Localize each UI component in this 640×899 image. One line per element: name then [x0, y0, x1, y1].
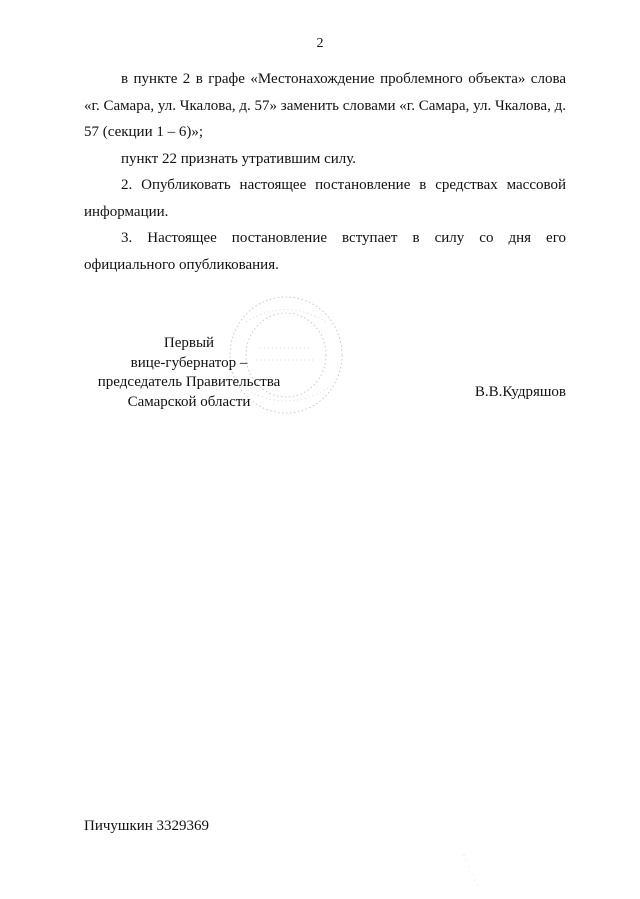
signatory-title-line: председатель Правительства — [97, 374, 281, 390]
scan-speck-icon — [460, 852, 484, 888]
signatory-title-line: вице-губернатор – — [130, 354, 248, 371]
executor-contact: Пичушкин 3329369 — [84, 818, 210, 834]
signatory-title-line: Первый — [163, 335, 215, 351]
document-body — [84, 66, 566, 278]
signatory-title — [84, 334, 294, 412]
paragraph-repeal: пункт 22 признать утратившим силу. — [121, 150, 357, 167]
paragraph-amendment: в пункте 2 в графе «Местонахождение проблемного объекта» слова «г. Самара, ул. Чкалова, д. 57» заменить словами «г. Самара, ул. Чкалова, д. 57 (секции 1 – 6)»; — [84, 71, 566, 140]
page-number: 2 — [316, 36, 324, 51]
signatory-name: В.В.Кудряшов — [474, 384, 566, 400]
paragraph-effective: 3. Настоящее постановление вступает в силу со дня его официального опубликования. — [84, 230, 566, 273]
signature-block — [84, 334, 566, 414]
signatory-title-line: Самарской области — [127, 393, 251, 410]
paragraph-publish: 2. Опубликовать настоящее постановление в средствах массовой информации. — [84, 177, 566, 220]
